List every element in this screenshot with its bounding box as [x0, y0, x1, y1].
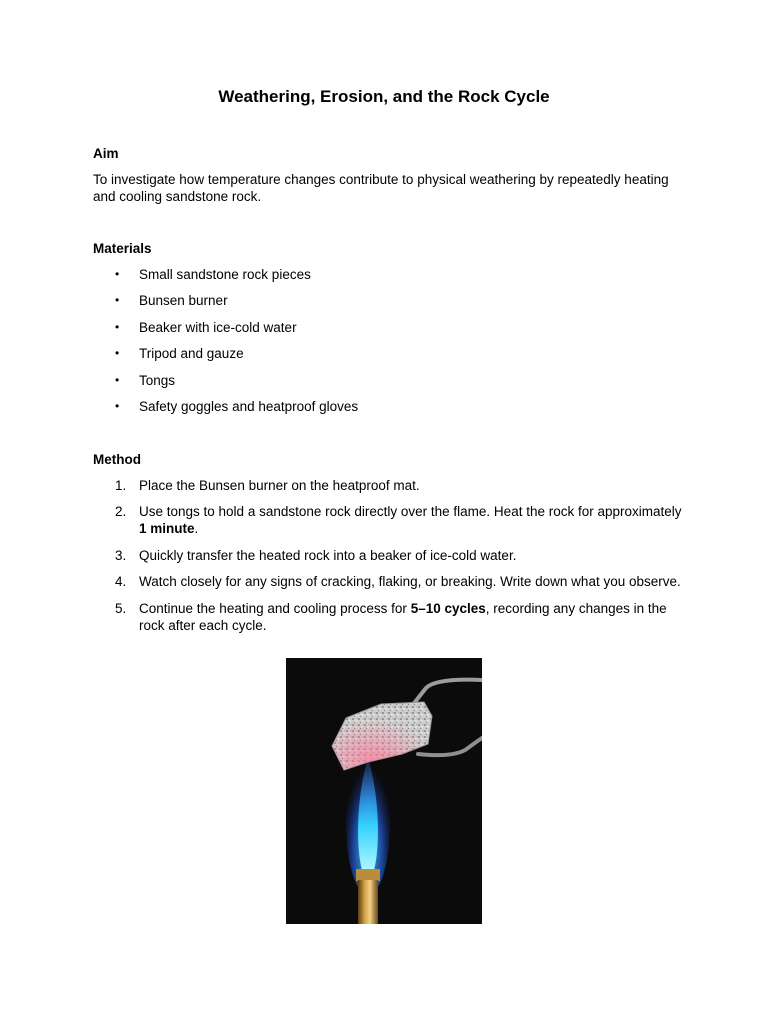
materials-list	[93, 266, 683, 424]
bullet: •	[115, 267, 120, 281]
step-text-bold: 1 minute	[139, 521, 195, 537]
rock-heating-photo	[286, 658, 482, 924]
method-step	[93, 477, 683, 494]
step-number: 2.	[115, 504, 127, 520]
method-step	[93, 600, 683, 634]
list-item	[93, 398, 683, 415]
list-item-text: Tongs	[139, 372, 176, 388]
list-item	[93, 345, 683, 362]
bullet: •	[115, 372, 120, 387]
step-text: Quickly transfer the heated rock into a beaker of ice-cold water.	[139, 547, 517, 563]
list-item-text: Bunsen burner	[139, 293, 228, 309]
list-item	[93, 319, 683, 336]
burner-nozzle	[356, 869, 380, 881]
burner-tube	[358, 880, 378, 924]
method-step	[93, 547, 683, 564]
list-item-text: Safety goggles and heatproof gloves	[139, 398, 359, 414]
step-text-bold: 5–10 cycles	[410, 600, 486, 616]
document-title: Weathering, Erosion, and the Rock Cycle	[218, 87, 550, 106]
step-text-pre: Use tongs to hold a sandstone rock directly over the flame. Heat the rock for approximately	[139, 504, 682, 520]
step-text-post: .	[194, 521, 199, 537]
list-item	[93, 372, 683, 389]
bullet: •	[115, 346, 120, 361]
list-item-text: Beaker with ice-cold water	[139, 319, 297, 335]
step-number: 4.	[115, 574, 127, 590]
bullet: •	[115, 293, 120, 308]
rock-heat-glow	[332, 702, 432, 770]
method-step	[93, 503, 683, 537]
method-step	[93, 573, 683, 590]
list-item-text: Tripod and gauze	[139, 346, 244, 362]
method-list	[93, 477, 683, 643]
list-item	[93, 292, 683, 309]
method-heading: Method	[93, 452, 141, 467]
list-item	[93, 266, 683, 283]
step-text-pre: Continue the heating and cooling process for	[139, 600, 411, 616]
step-number: 3.	[115, 547, 127, 563]
bullet: •	[115, 398, 120, 413]
step-text: Place the Bunsen burner on the heatproof mat.	[139, 478, 420, 493]
aim-text: To investigate how temperature changes contribute to physical weathering by repeatedly heating and cooling sandstone rock.	[93, 172, 669, 204]
step-text: Watch closely for any signs of cracking, flaking, or breaking. Write down what you observe.	[139, 574, 681, 590]
step-number: 1.	[115, 478, 127, 493]
list-item-text: Small sandstone rock pieces	[139, 267, 311, 282]
materials-heading: Materials	[93, 241, 152, 256]
step-number: 5.	[115, 600, 127, 616]
bullet: •	[115, 319, 120, 334]
step-text-post: , recording any changes in the rock after each cycle.	[139, 600, 667, 633]
aim-heading: Aim	[93, 146, 119, 161]
